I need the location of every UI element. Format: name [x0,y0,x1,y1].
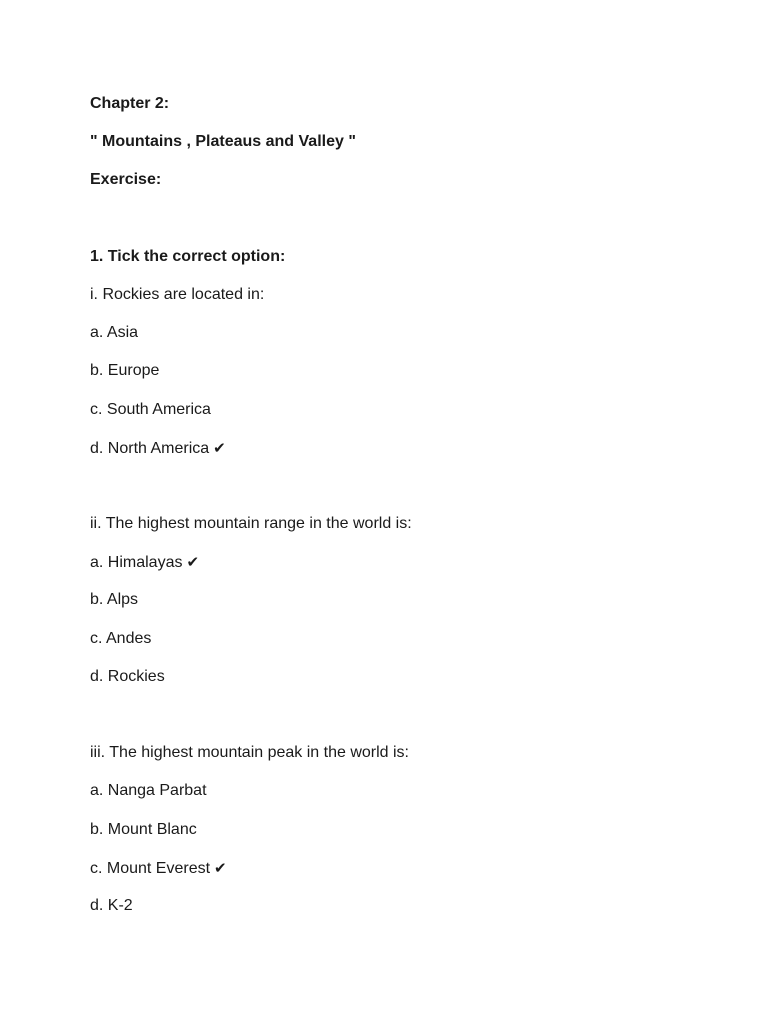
chapter-title: " Mountains , Plateaus and Valley " [90,133,356,151]
option-item [90,589,728,611]
blank-line [90,208,728,246]
option-item [90,628,728,650]
option-label: b. Mount Blanc [90,820,197,838]
blank-line [90,475,728,513]
option-label: d. K-2 [90,896,133,914]
option-label: c. Andes [90,629,152,647]
option-label: a. Nanga Parbat [90,782,207,800]
check-mark-icon: ✔ [186,553,200,572]
option-item [90,780,728,802]
document-content [90,93,728,933]
blank-line [90,704,728,742]
section-heading: 1. Tick the correct option: [90,247,286,265]
option-item-correct [90,551,728,573]
option-label: d. Rockies [90,667,165,685]
option-item [90,322,728,344]
option-item-correct [90,437,728,459]
option-label: c. Mount Everest [90,859,211,877]
option-item [90,666,728,688]
option-label: d. North America [90,439,210,457]
question-block [90,513,728,688]
question-text: ii. The highest mountain range in the world is: [90,515,412,533]
option-item-correct [90,857,728,879]
question-block [90,284,728,459]
option-label: b. Alps [90,591,139,609]
question-text: iii. The highest mountain peak in the world is: [90,744,409,762]
option-label: a. Himalayas [90,554,183,572]
option-item [90,819,728,841]
option-item [90,399,728,421]
chapter-heading: Chapter 2: [90,95,170,112]
option-item [90,360,728,382]
option-label: b. Europe [90,362,160,380]
question-block [90,742,728,917]
option-label: a. Asia [90,324,139,342]
check-mark-icon: ✔ [213,438,226,457]
exercise-heading: Exercise: [90,171,162,189]
option-label: c. South America [90,400,211,418]
question-text: i. Rockies are located in: [90,285,265,303]
check-mark-icon: ✔ [214,858,227,877]
option-item [90,895,728,917]
